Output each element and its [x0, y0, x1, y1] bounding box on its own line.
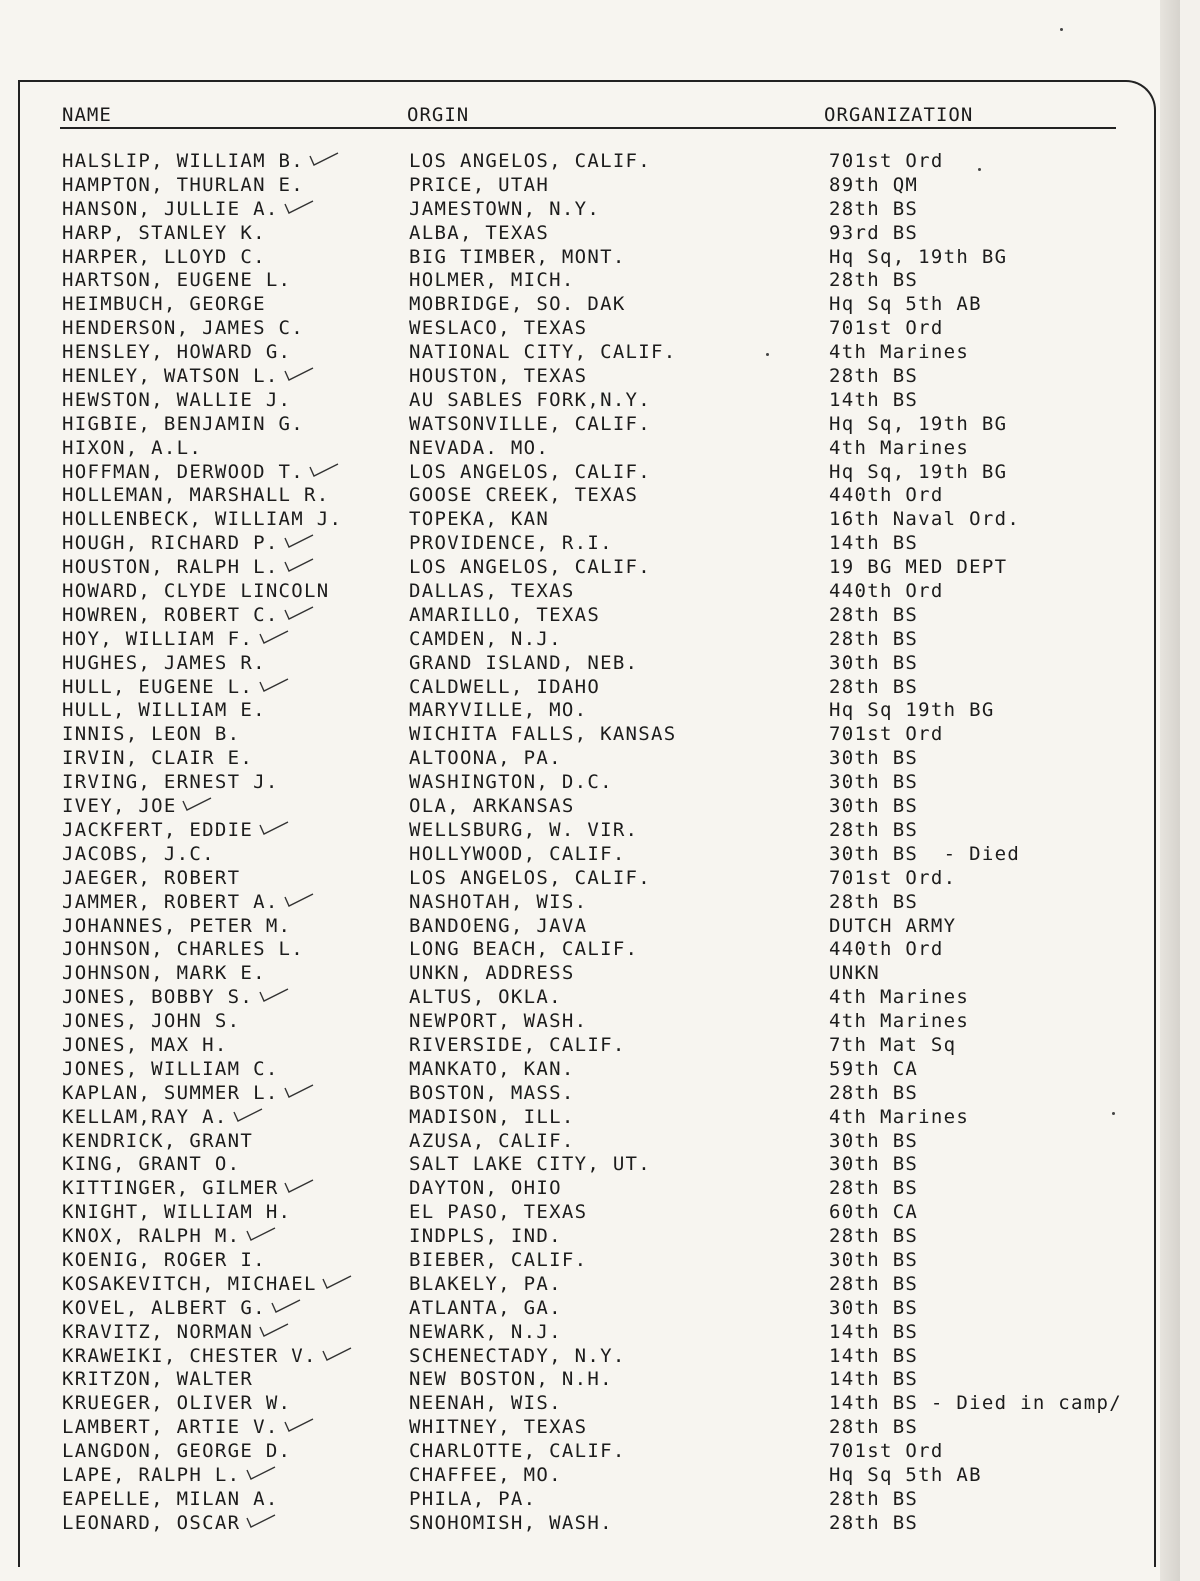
table-row: [0, 962, 1180, 986]
table-row: [0, 1392, 1180, 1416]
name-cell: HOY, WILLIAM F.: [62, 627, 254, 650]
origin-cell: RIVERSIDE, CALIF.: [409, 1033, 626, 1056]
table-row: [0, 341, 1180, 365]
name-cell: INNIS, LEON B.: [62, 723, 241, 746]
organization-cell: 7th Mat Sq: [829, 1033, 957, 1056]
table-row: [0, 628, 1180, 652]
table-row: [0, 1225, 1180, 1249]
name-cell: HOWARD, CLYDE LINCOLN: [62, 580, 330, 603]
name-cell: JONES, JOHN S.: [62, 1010, 241, 1033]
checkmark-icon: [282, 891, 316, 911]
checkmark-icon: [257, 676, 291, 696]
origin-cell: LOS ANGELOS, CALIF.: [409, 556, 652, 579]
table-row: [0, 1082, 1180, 1106]
table-row: [0, 986, 1180, 1010]
origin-cell: BANDOENG, JAVA: [409, 914, 588, 937]
table-row: [0, 1058, 1180, 1082]
organization-cell: 28th BS: [829, 1272, 919, 1295]
checkmark-icon: [307, 150, 341, 170]
origin-cell: AMARILLO, TEXAS: [409, 603, 601, 626]
table-row: [0, 1345, 1180, 1369]
organization-cell: Hq Sq 5th AB: [829, 1463, 982, 1486]
organization-cell: 30th BS: [829, 1248, 919, 1271]
paper-speck: [978, 168, 981, 171]
table-row: [0, 293, 1180, 317]
organization-cell: 28th BS: [829, 818, 919, 841]
name-cell: IRVIN, CLAIR E.: [62, 747, 254, 770]
origin-cell: GOOSE CREEK, TEXAS: [409, 484, 639, 507]
table-row: [0, 580, 1180, 604]
organization-cell: 28th BS: [829, 675, 919, 698]
name-cell: HALSLIP, WILLIAM B.: [62, 150, 305, 172]
organization-cell: 14th BS: [829, 1368, 919, 1391]
organization-cell: 30th BS: [829, 1153, 919, 1176]
origin-cell: NEENAH, WIS.: [409, 1392, 562, 1415]
organization-cell: Hq Sq, 19th BG: [829, 245, 1008, 268]
name-cell: HARP, STANLEY K.: [62, 221, 266, 244]
organization-cell: 19 BG MED DEPT: [829, 556, 1008, 579]
table-row: [0, 365, 1180, 389]
name-cell: HEWSTON, WALLIE J.: [62, 388, 292, 411]
organization-cell: 59th CA: [829, 1057, 919, 1080]
checkmark-icon: [307, 461, 341, 481]
organization-cell: 28th BS: [829, 1081, 919, 1104]
table-row: [0, 269, 1180, 293]
table-row: [0, 1201, 1180, 1225]
checkmark-icon: [282, 604, 316, 624]
name-cell: HUGHES, JAMES R.: [62, 651, 266, 674]
table-row: [0, 1010, 1180, 1034]
name-cell: HARPER, LLOYD C.: [62, 245, 266, 268]
name-cell: HARTSON, EUGENE L.: [62, 269, 292, 292]
organization-cell: Hq Sq 19th BG: [829, 699, 995, 722]
origin-cell: SALT LAKE CITY, UT.: [409, 1153, 652, 1176]
name-cell: LAPE, RALPH L.: [62, 1463, 241, 1486]
checkmark-icon: [320, 1345, 354, 1365]
name-cell: LEONARD, OSCAR: [62, 1511, 241, 1534]
name-cell: HOWREN, ROBERT C.: [62, 603, 279, 626]
organization-cell: 440th Ord: [829, 938, 944, 961]
origin-cell: JAMESTOWN, N.Y.: [409, 197, 601, 220]
origin-cell: MADISON, ILL.: [409, 1105, 575, 1128]
origin-cell: WELLSBURG, W. VIR.: [409, 818, 639, 841]
name-cell: LAMBERT, ARTIE V.: [62, 1416, 279, 1439]
name-cell: JOHNSON, CHARLES L.: [62, 938, 305, 961]
organization-cell: 28th BS: [829, 197, 919, 220]
table-row: [0, 1416, 1180, 1440]
organization-cell: UNKN: [829, 962, 880, 985]
organization-cell: 30th BS: [829, 1296, 919, 1319]
origin-cell: HOUSTON, TEXAS: [409, 365, 588, 388]
origin-cell: LOS ANGELOS, CALIF.: [409, 866, 652, 889]
table-row: [0, 915, 1180, 939]
organization-cell: 30th BS: [829, 651, 919, 674]
header-name: NAME: [62, 104, 112, 126]
name-cell: KOENIG, ROGER I.: [62, 1248, 266, 1271]
table-row: [0, 891, 1180, 915]
origin-cell: AU SABLES FORK,N.Y.: [409, 388, 652, 411]
origin-cell: DALLAS, TEXAS: [409, 580, 575, 603]
name-cell: HULL, WILLIAM E.: [62, 699, 266, 722]
name-cell: HENLEY, WATSON L.: [62, 365, 279, 388]
table-row: [0, 174, 1180, 198]
organization-cell: 701st Ord: [829, 723, 944, 746]
origin-cell: CHARLOTTE, CALIF.: [409, 1440, 626, 1463]
origin-cell: TOPEKA, KAN: [409, 508, 550, 531]
table-row: [0, 1321, 1180, 1345]
origin-cell: INDPLS, IND.: [409, 1225, 562, 1248]
origin-cell: AZUSA, CALIF.: [409, 1129, 575, 1152]
checkmark-icon: [257, 1321, 291, 1341]
table-row: [0, 198, 1180, 222]
name-cell: JAEGER, ROBERT: [62, 866, 241, 889]
origin-cell: PROVIDENCE, R.I.: [409, 532, 613, 555]
organization-cell: 60th CA: [829, 1201, 919, 1224]
organization-cell: 4th Marines: [829, 1105, 970, 1128]
organization-cell: 28th BS: [829, 1511, 919, 1534]
table-row: [0, 1440, 1180, 1464]
organization-cell: 28th BS: [829, 269, 919, 292]
checkmark-icon: [282, 198, 316, 218]
origin-cell: CHAFFEE, MO.: [409, 1463, 562, 1486]
organization-cell: 16th Naval Ord.: [829, 508, 1021, 531]
name-cell: JACKFERT, EDDIE: [62, 818, 254, 841]
origin-cell: HOLLYWOOD, CALIF.: [409, 842, 626, 865]
organization-cell: 93rd BS: [829, 221, 919, 244]
table-row: [0, 317, 1180, 341]
table-row: [0, 771, 1180, 795]
origin-cell: ALBA, TEXAS: [409, 221, 550, 244]
origin-cell: ALTUS, OKLA.: [409, 986, 562, 1009]
origin-cell: LONG BEACH, CALIF.: [409, 938, 639, 961]
table-row: [0, 556, 1180, 580]
organization-cell: 30th BS: [829, 1129, 919, 1152]
name-cell: HENSLEY, HOWARD G.: [62, 341, 292, 364]
origin-cell: NEVADA. MO.: [409, 436, 550, 459]
table-row: [0, 795, 1180, 819]
table-row: [0, 1512, 1180, 1536]
name-cell: KOVEL, ALBERT G.: [62, 1296, 266, 1319]
name-cell: HAMPTON, THURLAN E.: [62, 173, 305, 196]
organization-cell: 701st Ord: [829, 317, 944, 340]
name-cell: HOFFMAN, DERWOOD T.: [62, 460, 305, 483]
name-cell: KELLAM,RAY A.: [62, 1105, 228, 1128]
origin-cell: UNKN, ADDRESS: [409, 962, 575, 985]
name-cell: JOHANNES, PETER M.: [62, 914, 292, 937]
table-row: [0, 413, 1180, 437]
name-cell: HULL, EUGENE L.: [62, 675, 254, 698]
table-row: [0, 484, 1180, 508]
table-row: [0, 222, 1180, 246]
table-row: [0, 819, 1180, 843]
origin-cell: NEWARK, N.J.: [409, 1320, 562, 1343]
table-row: [0, 1368, 1180, 1392]
organization-cell: 701st Ord: [829, 1440, 944, 1463]
name-cell: LANGDON, GEORGE D.: [62, 1440, 292, 1463]
organization-cell: 14th BS: [829, 532, 919, 555]
table-row: [0, 604, 1180, 628]
name-cell: JACOBS, J.C.: [62, 842, 215, 865]
organization-cell: 4th Marines: [829, 341, 970, 364]
checkmark-icon: [282, 556, 316, 576]
table-row: [0, 1034, 1180, 1058]
table-row: [0, 1273, 1180, 1297]
organization-cell: 28th BS: [829, 365, 919, 388]
table-row: [0, 437, 1180, 461]
table-row: [0, 938, 1180, 962]
checkmark-icon: [244, 1464, 278, 1484]
organization-cell: DUTCH ARMY: [829, 914, 957, 937]
checkmark-icon: [282, 1416, 316, 1436]
name-cell: KNIGHT, WILLIAM H.: [62, 1201, 292, 1224]
origin-cell: GRAND ISLAND, NEB.: [409, 651, 639, 674]
organization-cell: 14th BS - Died in camp/: [829, 1392, 1122, 1415]
table-row: [0, 461, 1180, 485]
table-row: [0, 1297, 1180, 1321]
paper-speck: [1060, 28, 1063, 31]
origin-cell: LOS ANGELOS, CALIF.: [409, 150, 652, 172]
organization-cell: 440th Ord: [829, 580, 944, 603]
name-cell: HANSON, JULLIE A.: [62, 197, 279, 220]
organization-cell: 89th QM: [829, 173, 919, 196]
origin-cell: OLA, ARKANSAS: [409, 795, 575, 818]
name-cell: HOUSTON, RALPH L.: [62, 556, 279, 579]
name-cell: IRVING, ERNEST J.: [62, 771, 279, 794]
origin-cell: CALDWELL, IDAHO: [409, 675, 601, 698]
origin-cell: BIG TIMBER, MONT.: [409, 245, 626, 268]
name-cell: JONES, BOBBY S.: [62, 986, 254, 1009]
organization-cell: 4th Marines: [829, 436, 970, 459]
table-row: [0, 676, 1180, 700]
name-cell: JONES, WILLIAM C.: [62, 1057, 279, 1080]
checkmark-icon: [257, 986, 291, 1006]
organization-cell: 28th BS: [829, 1487, 919, 1510]
organization-cell: 28th BS: [829, 1225, 919, 1248]
table-row: [0, 652, 1180, 676]
origin-cell: NATIONAL CITY, CALIF.: [409, 341, 677, 364]
name-cell: HIXON, A.L.: [62, 436, 203, 459]
table-row: [0, 699, 1180, 723]
organization-cell: 14th BS: [829, 1320, 919, 1343]
name-cell: JAMMER, ROBERT A.: [62, 890, 279, 913]
name-cell: KENDRICK, GRANT: [62, 1129, 254, 1152]
name-cell: HOLLENBECK, WILLIAM J.: [62, 508, 343, 531]
name-cell: HOLLEMAN, MARSHALL R.: [62, 484, 330, 507]
table-row: [0, 508, 1180, 532]
header-origin: ORGIN: [407, 104, 470, 126]
origin-cell: WHITNEY, TEXAS: [409, 1416, 588, 1439]
origin-cell: LOS ANGELOS, CALIF.: [409, 460, 652, 483]
origin-cell: CAMDEN, N.J.: [409, 627, 562, 650]
organization-cell: 28th BS: [829, 1416, 919, 1439]
organization-cell: 30th BS: [829, 771, 919, 794]
origin-cell: HOLMER, MICH.: [409, 269, 575, 292]
name-cell: HIGBIE, BENJAMIN G.: [62, 412, 305, 435]
organization-cell: 28th BS: [829, 890, 919, 913]
table-row: [0, 532, 1180, 556]
checkmark-icon: [257, 628, 291, 648]
checkmark-icon: [269, 1297, 303, 1317]
origin-cell: NEWPORT, WASH.: [409, 1010, 588, 1033]
name-cell: KRITZON, WALTER: [62, 1368, 254, 1391]
name-cell: KITTINGER, GILMER: [62, 1177, 279, 1200]
organization-cell: Hq Sq 5th AB: [829, 293, 982, 316]
origin-cell: DAYTON, OHIO: [409, 1177, 562, 1200]
organization-cell: 701st Ord.: [829, 866, 957, 889]
organization-cell: 701st Ord: [829, 150, 944, 172]
name-cell: KAPLAN, SUMMER L.: [62, 1081, 279, 1104]
name-cell: KRAWEIKI, CHESTER V.: [62, 1344, 317, 1367]
table-row: [0, 1464, 1180, 1488]
origin-cell: MARYVILLE, MO.: [409, 699, 588, 722]
checkmark-icon: [320, 1273, 354, 1293]
name-cell: KRAVITZ, NORMAN: [62, 1320, 254, 1343]
table-row: [0, 843, 1180, 867]
table-row: [0, 1177, 1180, 1201]
table-row: [0, 1153, 1180, 1177]
header-organization: ORGANIZATION: [824, 104, 974, 126]
origin-cell: MANKATO, KAN.: [409, 1057, 575, 1080]
organization-cell: Hq Sq, 19th BG: [829, 460, 1008, 483]
origin-cell: NASHOTAH, WIS.: [409, 890, 588, 913]
table-row: [0, 1249, 1180, 1273]
checkmark-icon: [257, 819, 291, 839]
organization-cell: 30th BS: [829, 747, 919, 770]
name-cell: IVEY, JOE: [62, 795, 177, 818]
table-row: [0, 389, 1180, 413]
origin-cell: MOBRIDGE, SO. DAK: [409, 293, 626, 316]
origin-cell: WATSONVILLE, CALIF.: [409, 412, 652, 435]
origin-cell: SCHENECTADY, N.Y.: [409, 1344, 626, 1367]
organization-cell: 14th BS: [829, 1344, 919, 1367]
name-cell: KNOX, RALPH M.: [62, 1225, 241, 1248]
name-cell: KING, GRANT O.: [62, 1153, 241, 1176]
table-row: [0, 723, 1180, 747]
organization-cell: 4th Marines: [829, 986, 970, 1009]
name-cell: HEIMBUCH, GEORGE: [62, 293, 266, 316]
checkmark-icon: [231, 1106, 265, 1126]
organization-cell: 28th BS: [829, 1177, 919, 1200]
organization-cell: 28th BS: [829, 627, 919, 650]
origin-cell: WASHINGTON, D.C.: [409, 771, 613, 794]
name-cell: KOSAKEVITCH, MICHAEL: [62, 1272, 317, 1295]
organization-cell: 30th BS - Died: [829, 842, 1021, 865]
checkmark-icon: [282, 1177, 316, 1197]
checkmark-icon: [244, 1512, 278, 1532]
header-rule: [60, 127, 1116, 129]
checkmark-icon: [180, 795, 214, 815]
origin-cell: WESLACO, TEXAS: [409, 317, 588, 340]
origin-cell: BOSTON, MASS.: [409, 1081, 575, 1104]
name-cell: KRUEGER, OLIVER W.: [62, 1392, 292, 1415]
table-row: [0, 1488, 1180, 1512]
roster-table: [0, 150, 1180, 1536]
origin-cell: PRICE, UTAH: [409, 173, 550, 196]
origin-cell: ATLANTA, GA.: [409, 1296, 562, 1319]
name-cell: JOHNSON, MARK E.: [62, 962, 266, 985]
table-row: [0, 1130, 1180, 1154]
organization-cell: 440th Ord: [829, 484, 944, 507]
origin-cell: NEW BOSTON, N.H.: [409, 1368, 613, 1391]
name-cell: JONES, MAX H.: [62, 1033, 228, 1056]
table-row: [0, 867, 1180, 891]
table-row: [0, 747, 1180, 771]
name-cell: HOUGH, RICHARD P.: [62, 532, 279, 555]
name-cell: EAPELLE, MILAN A.: [62, 1487, 279, 1510]
table-row: [0, 246, 1180, 270]
organization-cell: 4th Marines: [829, 1010, 970, 1033]
organization-cell: 14th BS: [829, 388, 919, 411]
checkmark-icon: [282, 1082, 316, 1102]
name-cell: HENDERSON, JAMES C.: [62, 317, 305, 340]
checkmark-icon: [244, 1225, 278, 1245]
table-row: [0, 1106, 1180, 1130]
organization-cell: Hq Sq, 19th BG: [829, 412, 1008, 435]
paper-speck: [1112, 1112, 1115, 1115]
origin-cell: EL PASO, TEXAS: [409, 1201, 588, 1224]
table-row: [0, 150, 1180, 174]
paper-speck: [766, 353, 769, 356]
origin-cell: ALTOONA, PA.: [409, 747, 562, 770]
checkmark-icon: [282, 365, 316, 385]
origin-cell: WICHITA FALLS, KANSAS: [409, 723, 677, 746]
organization-cell: 28th BS: [829, 603, 919, 626]
origin-cell: PHILA, PA.: [409, 1487, 537, 1510]
organization-cell: 30th BS: [829, 795, 919, 818]
origin-cell: BLAKELY, PA.: [409, 1272, 562, 1295]
origin-cell: BIEBER, CALIF.: [409, 1248, 588, 1271]
checkmark-icon: [282, 532, 316, 552]
origin-cell: SNOHOMISH, WASH.: [409, 1511, 613, 1534]
